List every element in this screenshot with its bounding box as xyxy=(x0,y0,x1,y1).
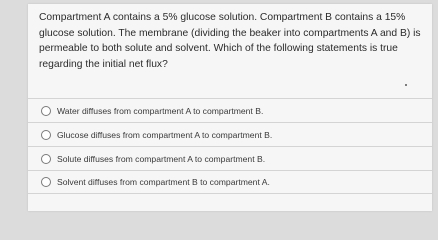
radio-button-icon[interactable] xyxy=(41,154,51,164)
answer-option-label: Glucose diffuses from compartment A to compartment B. xyxy=(57,129,273,140)
answer-option-2[interactable] xyxy=(28,122,432,146)
answer-option-label: Solvent diffuses from compartment B to compartment A. xyxy=(57,177,270,187)
radio-button-icon[interactable] xyxy=(41,177,51,187)
radio-button-icon[interactable] xyxy=(41,106,51,116)
question-card xyxy=(28,4,432,211)
answer-option-1[interactable] xyxy=(28,98,432,122)
radio-button-icon[interactable] xyxy=(41,130,51,140)
answer-options xyxy=(28,98,432,194)
answer-option-3[interactable] xyxy=(28,146,432,170)
answer-option-label: Solute diffuses from compartment A to compartment B. xyxy=(57,153,266,164)
stray-dot xyxy=(405,84,407,86)
answer-option-4[interactable] xyxy=(28,170,432,194)
question-text: Compartment A contains a 5% glucose solution. Compartment B contains a 15% glucose solution. The membrane (dividing the beaker into compartments A and B) is permeable to both solute and solvent. Which of the following statements is true regarding the initial net flux? xyxy=(39,12,421,70)
answer-option-label: Water diffuses from compartment A to compartment B. xyxy=(57,105,264,116)
